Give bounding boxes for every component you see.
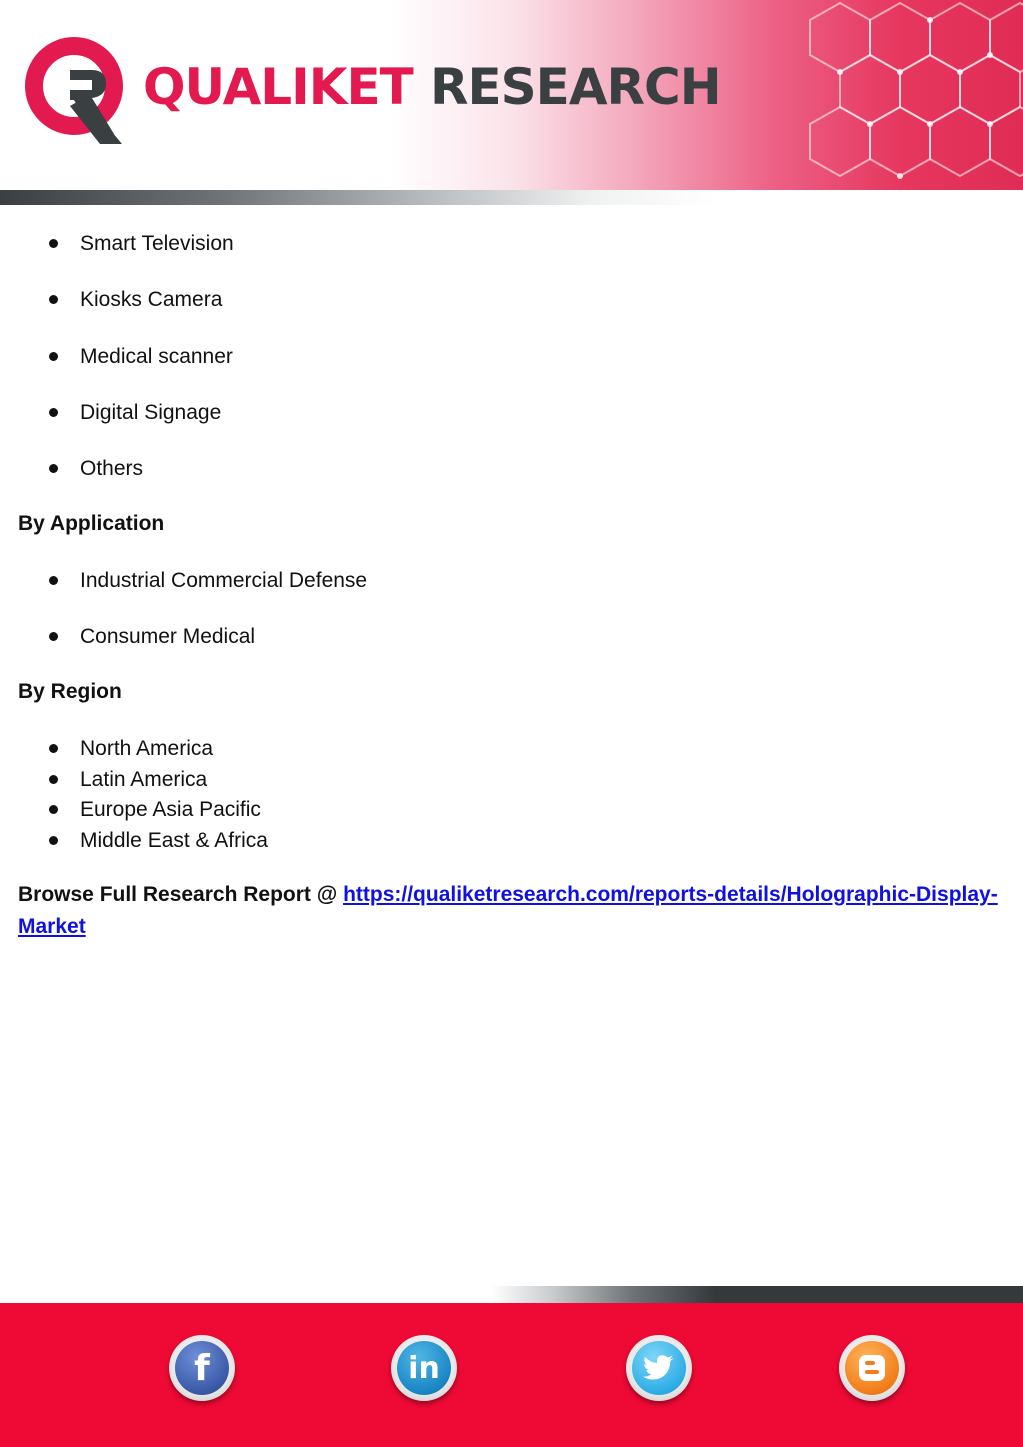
list-item <box>0 398 1000 428</box>
list-item <box>0 795 1000 825</box>
list-item <box>0 826 1000 856</box>
footer-divider <box>0 1286 1023 1303</box>
list-item-text: Industrial Commercial Defense <box>80 569 368 592</box>
qualiket-logo-icon <box>22 34 134 150</box>
hexagon-pattern <box>690 0 1023 190</box>
list-item-text: North America <box>80 737 214 760</box>
page-header <box>0 0 1023 206</box>
list-item-text: Europe Asia Pacific <box>80 798 261 821</box>
twitter-icon <box>632 1341 686 1395</box>
section-heading-region: By Region <box>18 680 122 703</box>
blogger-icon <box>845 1341 899 1395</box>
list-item <box>0 454 1000 484</box>
report-link[interactable]: https://qualiketresearch.com/reports-details/Holographic-Display-Market <box>18 883 998 938</box>
list-item-text: Medical scanner <box>80 345 233 368</box>
browse-label: Browse Full Research Report @ <box>18 883 344 906</box>
list-item-text: Smart Television <box>80 232 234 255</box>
blogger-button[interactable] <box>839 1335 905 1401</box>
linkedin-button[interactable] <box>391 1335 457 1401</box>
bullet-icon <box>49 408 58 417</box>
bullet-icon <box>49 576 58 585</box>
bullet-icon <box>49 775 58 784</box>
bullet-icon <box>49 295 58 304</box>
list-item-text: Consumer Medical <box>80 625 256 648</box>
facebook-icon: f <box>175 1341 229 1395</box>
brand-name-secondary: RESEARCH <box>430 58 721 116</box>
list-item-text: Digital Signage <box>80 401 222 424</box>
list-item <box>0 734 1000 764</box>
list-item <box>0 622 1000 652</box>
header-divider <box>0 190 1023 205</box>
list-item <box>0 765 1000 795</box>
list-item <box>0 566 1000 596</box>
list-item <box>0 285 1000 315</box>
list-item-text: Kiosks Camera <box>80 288 223 311</box>
bullet-icon <box>49 464 58 473</box>
list-item <box>0 342 1000 372</box>
bullet-icon <box>49 744 58 753</box>
facebook-button[interactable] <box>169 1335 235 1401</box>
browse-report-paragraph <box>18 879 1008 943</box>
bullet-icon <box>49 836 58 845</box>
list-item <box>0 229 1000 259</box>
twitter-button[interactable] <box>626 1335 692 1401</box>
bullet-icon <box>49 239 58 248</box>
bullet-icon <box>49 805 58 814</box>
linkedin-icon: in <box>397 1341 451 1395</box>
section-heading-application: By Application <box>18 512 165 535</box>
bullet-icon <box>49 352 58 361</box>
bullet-icon <box>49 632 58 641</box>
list-item-text: Middle East & Africa <box>80 829 268 852</box>
brand-name-primary: QUALIKET <box>143 58 413 116</box>
list-item-text: Latin America <box>80 768 208 791</box>
list-item-text: Others <box>80 457 144 480</box>
